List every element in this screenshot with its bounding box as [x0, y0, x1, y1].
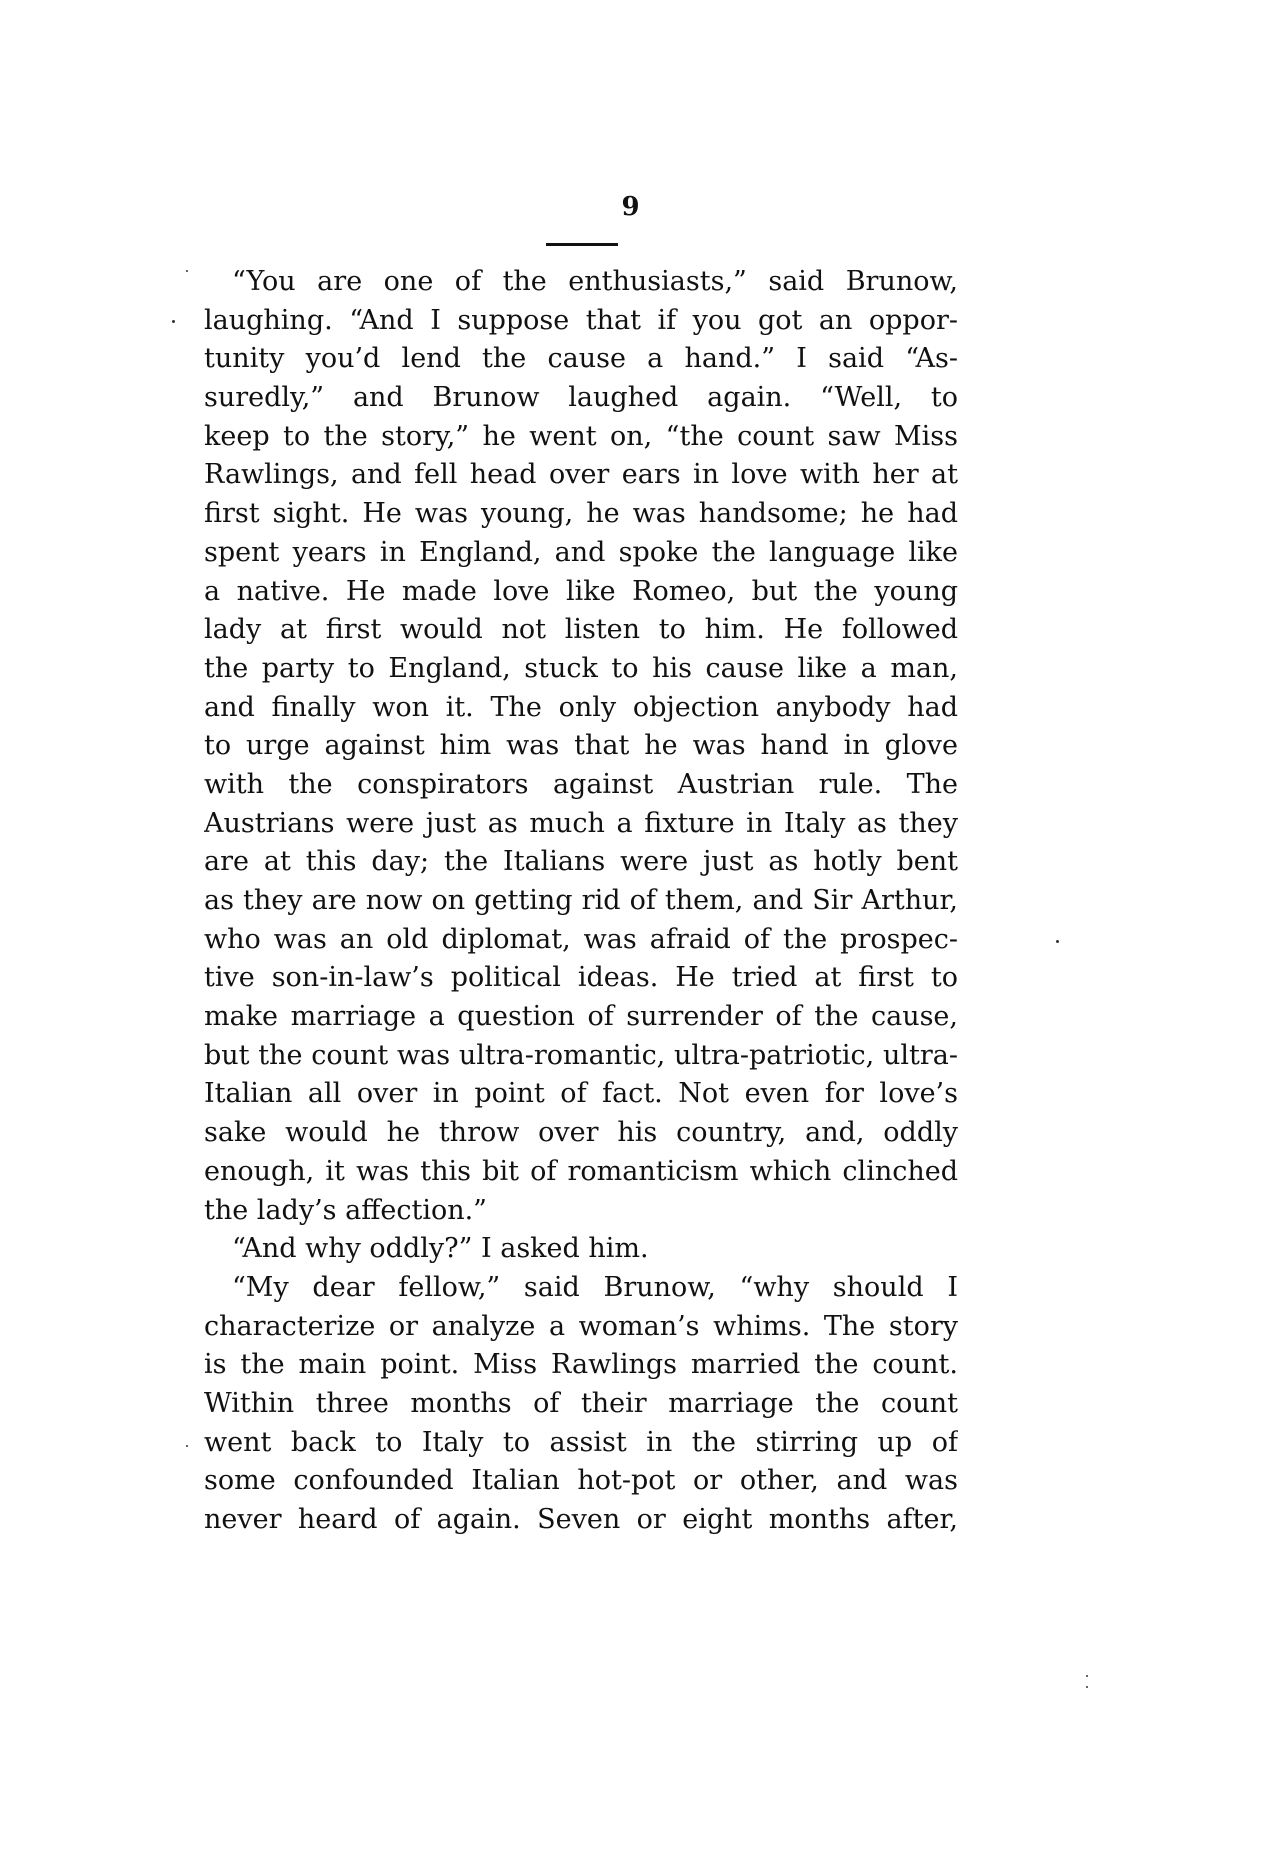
text-line: tive son-in-law’s political ideas. He tried at first to — [204, 962, 958, 994]
text-line: as they are now on getting rid of them, and Sir Arthur, — [204, 885, 958, 916]
text-line: “And why oddly?” I asked him. — [232, 1233, 649, 1265]
scan-speck — [1086, 1675, 1088, 1677]
text-line: never heard of again. Seven or eight months after, — [204, 1504, 958, 1535]
scan-speck — [1056, 940, 1059, 943]
scan-speck — [172, 320, 175, 323]
scan-speck — [1086, 1686, 1088, 1688]
text-line: enough, it was this bit of romanticism which clinched — [204, 1155, 958, 1187]
text-line: who was an old diplomat, was afraid of the prospec- — [204, 923, 958, 955]
scan-speck — [186, 270, 188, 272]
text-line: Rawlings, and fell head over ears in love with her at — [204, 459, 958, 491]
header-rule — [546, 243, 618, 246]
text-line: with the conspirators against Austrian rule. The — [204, 768, 958, 800]
text-line: is the main point. Miss Rawlings married the count. — [204, 1349, 958, 1381]
text-line: “You are one of the enthusiasts,” said Brunow, — [232, 266, 958, 297]
text-line: suredly,” and Brunow laughed again. “Well, to — [204, 382, 958, 414]
text-line: went back to Italy to assist in the stirring up of — [204, 1426, 958, 1458]
body-text — [204, 263, 958, 1540]
text-line: and finally won it. The only objection anybody had — [204, 691, 958, 723]
text-line: spent years in England, and spoke the language like — [204, 536, 958, 568]
text-line: Italian all over in point of fact. Not even for love’s — [204, 1078, 958, 1110]
text-line: make marriage a question of surrender of the cause, — [204, 1001, 958, 1033]
text-line: “My dear fellow,” said Brunow, “why should I — [232, 1271, 958, 1303]
text-line: the party to England, stuck to his cause like a man, — [204, 652, 958, 684]
text-line: a native. He made love like Romeo, but the young — [204, 575, 958, 607]
text-line: laughing. “And I suppose that if you got an oppor- — [204, 304, 958, 336]
text-line: tunity you’d lend the cause a hand.” I said “As- — [204, 343, 958, 375]
text-line: sake would he throw over his country, and, oddly — [204, 1117, 958, 1149]
text-line: but the count was ultra-romantic, ultra-patriotic, ultra- — [204, 1039, 958, 1071]
text-line: first sight. He was young, he was handsome; he had — [204, 498, 958, 530]
text-line: Within three months of their marriage the count — [204, 1387, 958, 1419]
text-line: Austrians were just as much a fixture in Italy as they — [204, 807, 958, 839]
scan-speck — [186, 1445, 188, 1447]
text-line: are at this day; the Italians were just as hotly bent — [204, 846, 958, 878]
text-line: lady at first would not listen to him. He followed — [204, 614, 958, 646]
text-line: keep to the story,” he went on, “the count saw Miss — [204, 420, 958, 452]
text-line: the lady’s affection.” — [204, 1194, 487, 1226]
text-line: characterize or analyze a woman’s whims. The story — [204, 1310, 958, 1342]
page-number: 9 — [621, 192, 640, 222]
text-line: some confounded Italian hot-pot or other, and was — [204, 1465, 958, 1497]
text-line: to urge against him was that he was hand in glove — [204, 730, 958, 762]
